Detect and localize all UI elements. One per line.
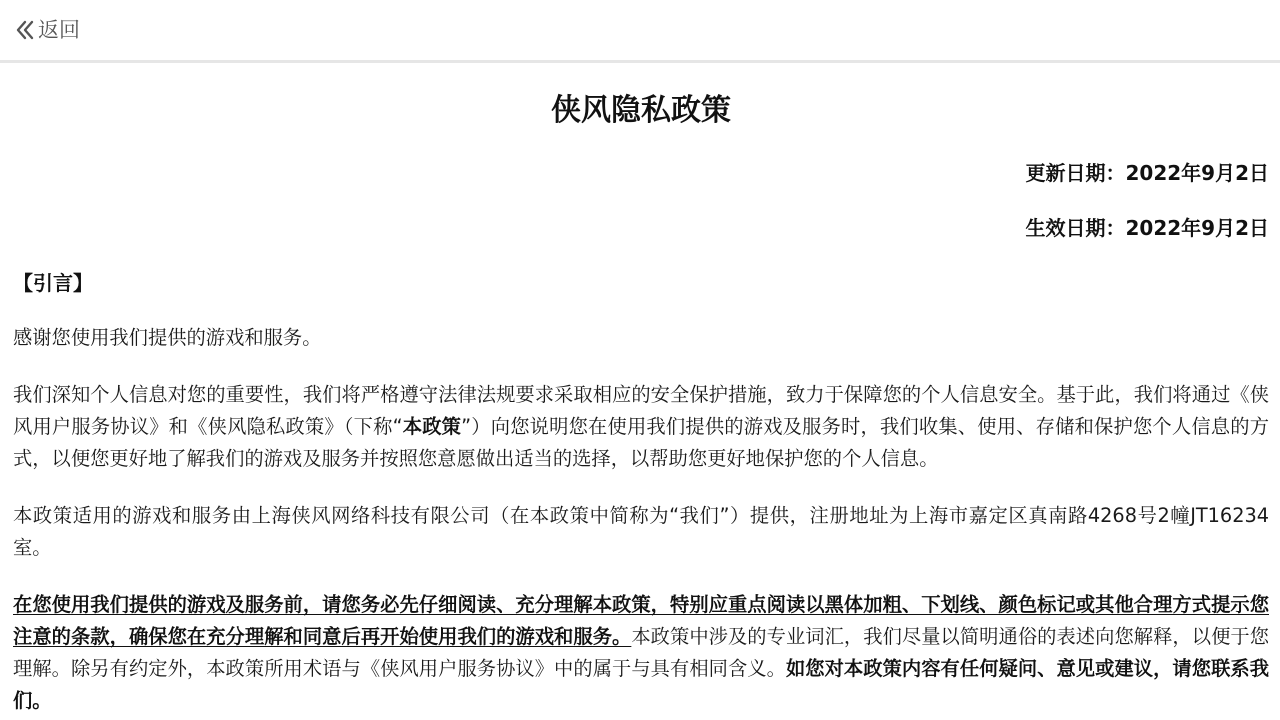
effective-date: 生效日期：2022年9月2日 xyxy=(1025,216,1269,240)
page-title: 侠风隐私政策 xyxy=(551,93,731,128)
paragraph-importance-text-b: ”）向您说明您在使用我们提供的游戏及服务时，我们收集、使用、存储和保护您个人信息的方式，以便您更好地了解我们的游戏及服务并按照您意愿做出适当的选择，以帮助您更好地保护您的个人信息。 xyxy=(13,415,1269,470)
chevron-double-left-icon xyxy=(14,19,36,41)
back-label: 返回 xyxy=(38,18,80,42)
paragraph-notice-bold: 如您对本政策内容有任何疑问、意见或建议，请您联系我们。 xyxy=(13,657,1270,712)
paragraph-notice-text: 本政策中涉及的专业词汇，我们尽量以简明通俗的表述向您解释，以便于您理解。除另有约定外，本政策所用术语与《侠风用户服务协议》中的属于与具有相同含义。 xyxy=(13,625,1269,680)
section-heading-introduction: 【引言】 xyxy=(13,271,93,295)
paragraph-provider: 本政策适用的游戏和服务由上海侠风网络科技有限公司（在本政策中简称为“我们”）提供，注册地址为上海市嘉定区真南路4268号2幢JT16234室。 xyxy=(13,504,1269,559)
paragraph-importance-text-a: 我们深知个人信息对您的重要性，我们将严格遵守法律法规要求采取相应的安全保护措施，致力于保障您的个人信息安全。基于此，我们将通过《侠风用户服务协议》和《侠风隐私政策》（下称“ xyxy=(13,383,1269,438)
update-date: 更新日期：2022年9月2日 xyxy=(1025,161,1269,185)
paragraph-notice-bold-underline: 在您使用我们提供的游戏及服务前，请您务必先仔细阅读、充分理解本政策，特别应重点阅读以黑体加粗、下划线、颜色标记或其他合理方式提示您注意的条款，确保您在充分理解和同意后再开始使用我们的游戏和服务。 xyxy=(13,593,1269,648)
policy-content xyxy=(13,63,1269,717)
back-button[interactable] xyxy=(14,14,80,46)
top-bar xyxy=(0,0,1280,63)
paragraph-importance xyxy=(13,379,1269,475)
paragraph-importance-bold: 本政策 xyxy=(402,415,462,438)
paragraph-notice xyxy=(13,589,1269,717)
paragraph-thanks: 感谢您使用我们提供的游戏和服务。 xyxy=(13,326,322,349)
